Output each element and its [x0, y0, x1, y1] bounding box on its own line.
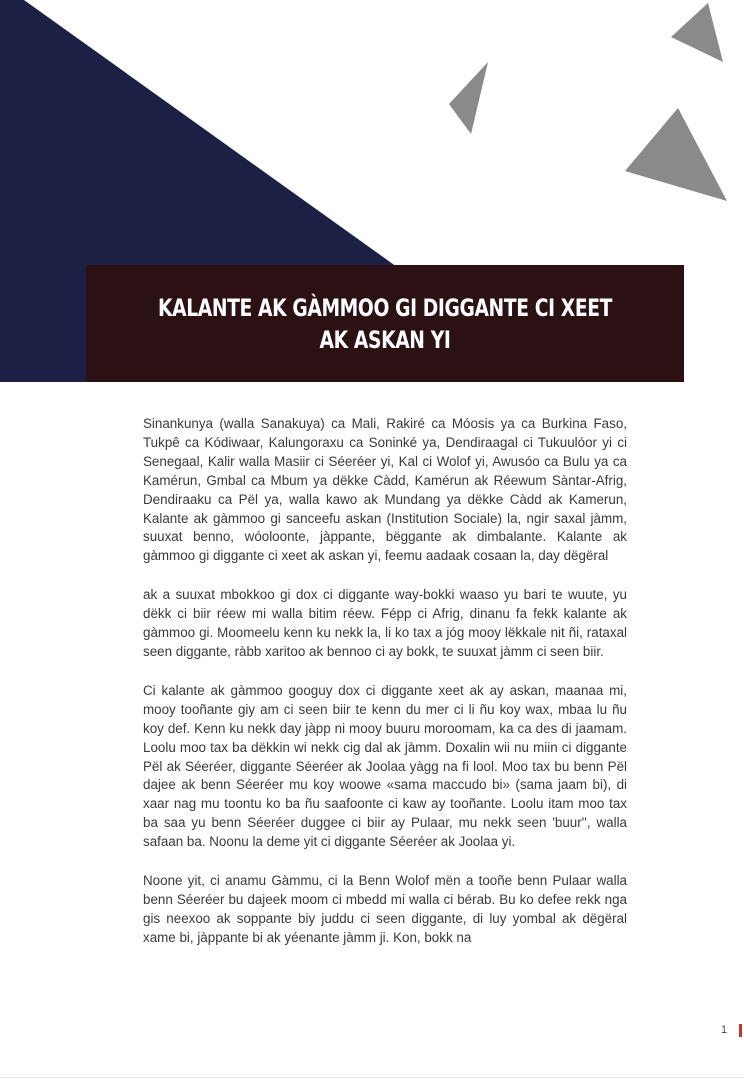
gray-triangle-shape-large: [625, 108, 727, 201]
page-number: 1: [721, 1024, 728, 1036]
paragraph-1: Sinankunya (walla Sanakuya) ca Mali, Rakiré ca Móosis ya ca Burkina Faso, Tukpê ca Kódiwaar, Kalungoraxu ca Soninké ya, Dendiraagal ci Tukuulóor yi ci Senegaal, Kalir walla Masiir ci Séeréer yi, Kal ci Wolof yi, Awusóo ca Bulu ya ca Kamérun, Gmbal ca Mbum ya dëkke Càdd, Kamérun ak Réewum Sàntar-Afrig, Dendiraaku ca Pël ya, walla kawo ak Mundang ya dëkke Càdd ak Kamerun, Kalante ak gàmmoo gi sanceefu askan (Institution Sociale) la, ngir saxal jàmm, suuxat benno, wóoloonte, jàppante, bëggante ak dimbalante. Kalante ak gàmmoo gi diggante ci xeet ak askan yi, feemu aadaak cosaan la, day dëgëral: [143, 416, 627, 564]
paragraph-2: ak a suuxat mbokkoo gi dox ci diggante way-bokki waaso yu bari te wuute, yu dëkk ci biir réew mi walla bitim réew. Fépp ci Afrig, dinanu fa fekk kalante ak gàmmoo gi. Moomeelu kenn ku nekk la, li ko tax a jóg mooy lëkkale nit ñi, rataxal seen diggante, ràbb xaritoo ak bennoo ci ay bokk, te suuxat jàmm ci seen biir.: [143, 587, 627, 659]
title-banner: [86, 265, 684, 382]
body-text: [143, 415, 627, 968]
page-title: KALANTE AK GÀMMOO GI DIGGANTE CI XEET AK ASKAN YI: [157, 293, 613, 354]
gray-triangle-shape-top-right: [671, 3, 723, 62]
page-marker: [739, 1024, 742, 1037]
paragraph-3: Ci kalante ak gàmmoo googuy dox ci diggante xeet ak ay askan, maanaa mi, mooy tooñante giy am ci seen biir te kenn du mer ci li ñu koy wax, mbaa lu ñu koy def. Kenn ku nekk day jàpp ni mooy buuru moroomam, ka ca des di jaamam. Loolu moo tax ba dëkkin wi nekk cig dal ak jàmm. Doxalin wii nu miin ci diggante Pël ak Séeréer, diggante Séeréer ak Joolaa yàgg na fi lool. Moo tax bu benn Pël dajee ak benn Séeréer mu koy woowe «sama maccudo bi» (sama jaam bi), di xaar nag mu toontu ko ba ñu saafoonte ci kaw ay tooñante. Loolu itam moo tax ba saa yu benn Séeréer duggee ci biir ay Pulaar, mu nekk seen 'buur'', walla safaan ba. Noonu la deme yit ci diggante Séeréer ak Joolaa yi.: [143, 682, 627, 850]
paragraph-4: Noone yit, ci anamu Gàmmu, ci la Benn Wolof mën a tooñe benn Pulaar walla benn Séeréer bu dajeek moom ci mbedd mi walla ci bérab. Bu ko defee rekk nga gis neexoo ak soppante biy juddu ci seen diggante, di luy yombal ak dëgëral xame bi, jàppante bi ak yéenante jàmm ji. Kon, bokk na: [143, 873, 627, 945]
gray-triangle-shape-small: [449, 62, 488, 134]
page-bottom-divider: [0, 1077, 744, 1078]
